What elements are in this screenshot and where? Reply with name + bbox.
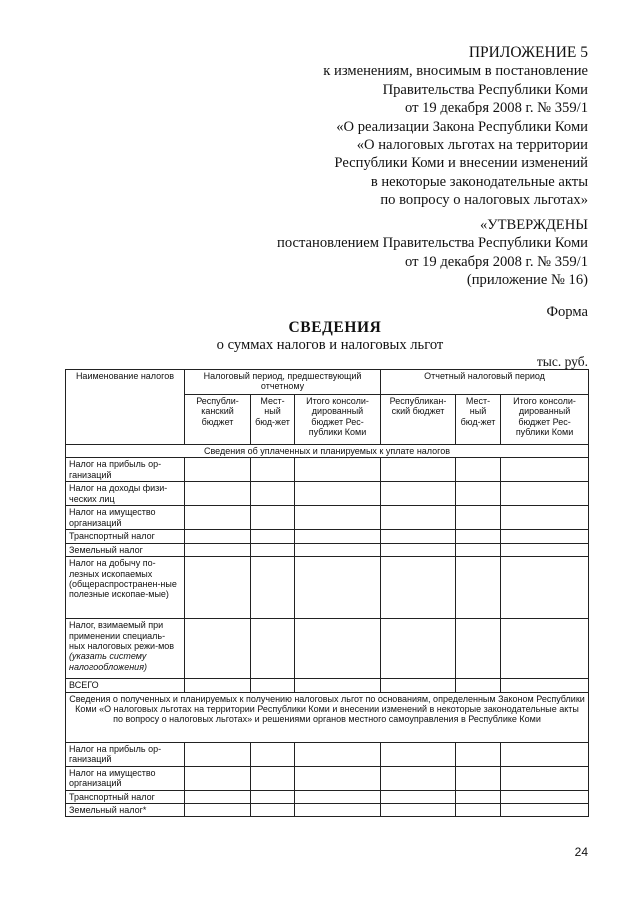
table-row	[66, 458, 589, 482]
col-header-local-budget: Мест-ный бюд-жет	[456, 395, 501, 445]
value-cell[interactable]	[251, 458, 295, 482]
value-cell[interactable]	[381, 619, 456, 679]
value-cell[interactable]	[456, 790, 501, 803]
table-row	[66, 482, 589, 506]
value-cell[interactable]	[501, 766, 589, 790]
value-cell[interactable]	[456, 766, 501, 790]
value-cell[interactable]	[456, 458, 501, 482]
col-header-local-budget: Мест-ный бюд-жет	[251, 395, 295, 445]
value-cell[interactable]	[185, 482, 251, 506]
value-cell[interactable]	[251, 530, 295, 543]
document-subtitle: о суммах налогов и налоговых льгот	[216, 337, 444, 353]
section-row	[66, 692, 589, 742]
table-row	[66, 530, 589, 543]
table-row	[66, 679, 589, 692]
value-cell[interactable]	[381, 543, 456, 556]
table-row	[66, 804, 589, 817]
col-header-reporting-period: Отчетный налоговый период	[381, 370, 589, 395]
value-cell[interactable]	[295, 790, 381, 803]
value-cell[interactable]	[185, 619, 251, 679]
value-cell[interactable]	[251, 679, 295, 692]
appendix-number: ПРИЛОЖЕНИЕ 5	[468, 44, 588, 61]
table-row	[66, 506, 589, 530]
value-cell[interactable]	[251, 506, 295, 530]
value-cell[interactable]	[295, 619, 381, 679]
value-cell[interactable]	[381, 530, 456, 543]
approval-line: от 19 декабря 2008 г. № 359/1	[405, 253, 588, 270]
value-cell[interactable]	[456, 543, 501, 556]
value-cell[interactable]	[295, 482, 381, 506]
value-cell[interactable]	[501, 482, 589, 506]
value-cell[interactable]	[185, 790, 251, 803]
row-label: Налог на имущество организаций	[66, 506, 185, 530]
col-header-republic-budget: Республи-канский бюджет	[185, 395, 251, 445]
header-line: Правительства Республики Коми	[382, 81, 588, 98]
value-cell[interactable]	[185, 557, 251, 619]
col-header-previous-period: Налоговый период, предшествующий отчетному	[185, 370, 381, 395]
table-row	[66, 766, 589, 790]
value-cell[interactable]	[456, 804, 501, 817]
header-line: к изменениям, вносимым в постановление	[323, 63, 588, 80]
row-label	[66, 619, 185, 679]
header-line: в некоторые законодательные акты	[370, 173, 588, 190]
section-paid-taxes: Сведения об уплаченных и планируемых к уплате налогов	[66, 445, 589, 458]
row-label: Земельный налог*	[66, 804, 185, 817]
section-row	[66, 445, 589, 458]
value-cell[interactable]	[501, 804, 589, 817]
row-label-note: (указать систему налогообложения)	[69, 651, 147, 672]
value-cell[interactable]	[501, 679, 589, 692]
value-cell[interactable]	[381, 742, 456, 766]
value-cell[interactable]	[501, 506, 589, 530]
value-cell[interactable]	[456, 619, 501, 679]
approval-line: «УТВЕРЖДЕНЫ	[479, 217, 588, 233]
row-label: Налог на имущество организаций	[66, 766, 185, 790]
value-cell[interactable]	[295, 530, 381, 543]
value-cell[interactable]	[501, 790, 589, 803]
value-cell[interactable]	[381, 482, 456, 506]
value-cell[interactable]	[456, 530, 501, 543]
value-cell[interactable]	[456, 742, 501, 766]
col-header-consolidated-budget: Итого консоли-дированный бюджет Рес-публики Коми	[501, 395, 589, 445]
col-header-tax-name: Наименование налогов	[66, 370, 185, 445]
value-cell[interactable]	[456, 482, 501, 506]
value-cell[interactable]	[456, 679, 501, 692]
value-cell[interactable]	[501, 742, 589, 766]
table-header-row	[66, 370, 589, 395]
value-cell[interactable]	[185, 543, 251, 556]
header-line: по вопросу о налоговых льготах»	[380, 192, 588, 209]
document-title: СВЕДЕНИЯ	[288, 319, 382, 336]
row-label-text: Налог, взимаемый при применении специаль-ных налоговых режи-мов	[69, 620, 175, 652]
table-row	[66, 790, 589, 803]
header-line: «О налоговых льготах на территории	[356, 137, 588, 154]
value-cell[interactable]	[381, 766, 456, 790]
value-cell[interactable]	[381, 557, 456, 619]
col-header-republic-budget: Республикан-ский бюджет	[381, 395, 456, 445]
value-cell[interactable]	[501, 530, 589, 543]
tax-form-table	[65, 369, 589, 817]
table-row	[66, 619, 589, 679]
value-cell[interactable]	[295, 742, 381, 766]
value-cell[interactable]	[251, 619, 295, 679]
value-cell[interactable]	[251, 742, 295, 766]
value-cell[interactable]	[295, 766, 381, 790]
value-cell[interactable]	[501, 458, 589, 482]
units-label: тыс. руб.	[536, 354, 588, 369]
value-cell[interactable]	[251, 482, 295, 506]
row-label: Налог на доходы физи-ческих лиц	[66, 482, 185, 506]
table-row	[66, 742, 589, 766]
value-cell[interactable]	[185, 506, 251, 530]
value-cell[interactable]	[251, 804, 295, 817]
table-row	[66, 543, 589, 556]
value-cell[interactable]	[295, 804, 381, 817]
value-cell[interactable]	[381, 506, 456, 530]
form-label: Форма	[546, 304, 588, 320]
value-cell[interactable]	[295, 458, 381, 482]
row-label: Налог на прибыль ор-ганизаций	[66, 742, 185, 766]
approval-block	[208, 216, 588, 290]
header-line: Республики Коми и внесении изменений	[334, 155, 588, 172]
row-label: Транспортный налог	[66, 790, 185, 803]
value-cell[interactable]	[295, 506, 381, 530]
value-cell[interactable]	[381, 790, 456, 803]
value-cell[interactable]	[456, 557, 501, 619]
row-label: Налог на добычу по-лезных ископаемых (общераспространен-ные полезные ископае-мые)	[66, 557, 185, 619]
row-label-total: ВСЕГО	[66, 679, 185, 692]
value-cell[interactable]	[185, 530, 251, 543]
value-cell[interactable]	[251, 557, 295, 619]
value-cell[interactable]	[501, 543, 589, 556]
value-cell[interactable]	[381, 679, 456, 692]
value-cell[interactable]	[251, 790, 295, 803]
value-cell[interactable]	[381, 804, 456, 817]
value-cell[interactable]	[501, 619, 589, 679]
section-tax-benefits: Сведения о полученных и планируемых к получению налоговых льгот по основаниям, определенным Законом Республики Коми «О налоговых льготах на территории Республики Коми и внесении изменений в некоторые законодательные акты по вопросу о налоговых льготах» и решениями органов местного самоуправления в Республике Коми	[66, 692, 589, 742]
value-cell[interactable]	[185, 458, 251, 482]
header-line: от 19 декабря 2008 г. № 359/1	[405, 100, 588, 117]
value-cell[interactable]	[185, 804, 251, 817]
value-cell[interactable]	[185, 742, 251, 766]
row-label: Налог на прибыль ор-ганизаций	[66, 458, 185, 482]
value-cell[interactable]	[185, 679, 251, 692]
value-cell[interactable]	[456, 506, 501, 530]
approval-line: постановлением Правительства Республики Коми	[277, 235, 588, 252]
value-cell[interactable]	[295, 679, 381, 692]
value-cell[interactable]	[185, 766, 251, 790]
appendix-header	[228, 44, 588, 210]
page-number: 24	[574, 845, 588, 859]
approval-line: (приложение № 16)	[466, 272, 588, 289]
value-cell[interactable]	[295, 557, 381, 619]
value-cell[interactable]	[381, 458, 456, 482]
col-header-consolidated-budget: Итого консоли-дированный бюджет Рес-публики Коми	[295, 395, 381, 445]
header-line: «О реализации Закона Республики Коми	[336, 118, 588, 135]
row-label: Транспортный налог	[66, 530, 185, 543]
value-cell[interactable]	[251, 543, 295, 556]
value-cell[interactable]	[295, 543, 381, 556]
table-row	[66, 557, 589, 619]
value-cell[interactable]	[251, 766, 295, 790]
row-label: Земельный налог	[66, 543, 185, 556]
value-cell[interactable]	[501, 557, 589, 619]
